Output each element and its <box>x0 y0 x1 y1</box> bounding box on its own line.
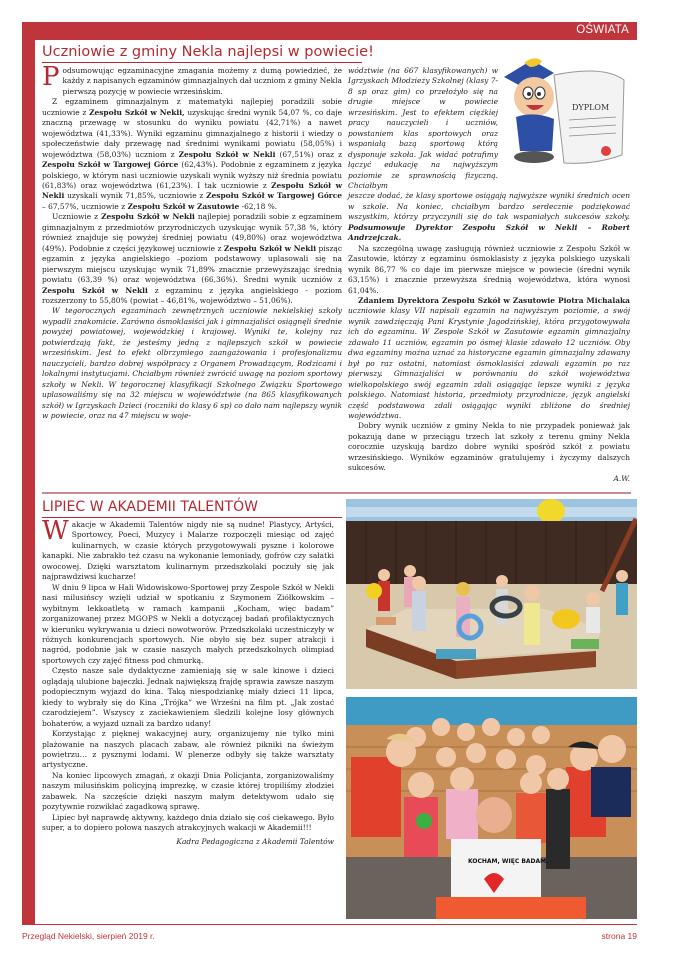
article-title-exams: Uczniowie z gminy Nekla najlepsi w powiecie! <box>42 44 362 63</box>
paragraph-closing: Lipiec był naprawdę aktywny, każdego dnia działo się coś ciekawego. Było super, a to dopiero połowa naszych atrakcyjnych wakacji w Akademii!!! <box>42 812 334 833</box>
paragraph-zasutowo: Na szczególną uwagę zasługują również uczniowie z Zespołu Szkół w Zasutowie, którzy z egzaminu ósmoklasisty z języka polskiego uzyskali wynik 86,77 % co daje im pierwsze miejsce w powiecie (średni wynik 63,15%) i znacznie przewyższa średnią województwa, która wynosi 61,04%. <box>348 243 630 295</box>
article-title-talents: LIPIEC W AKADEMII TALENTÓW <box>42 499 342 518</box>
paragraph-zasutowo-director: Zdaniem Dyrektora Zespołu Szkół w Zasutowie Piotra Michalaka uczniowie klasy VII napisali egzamin na najwyższym poziomie, a swój wynik zawdzięczają Pani Krystynie Jagodzińskiej, która przygotowywała ich do egzaminu. W Zespole Szkół w Zasutowie egzamin gimnazjalny zdawało 11 uczniów, egzamin po ósmej klasie zdawało 12 uczniów. Oby dwa egzaminy można uznać za historyczne egzamin gimnazjalny zdawany był po raz ostatni, natomiast ósmoklasiści zdawali egzamin po raz pierwszy. Gimnazjaliści w porównaniu do szkół województwa wielkopolskiego swój egzamin zdali osiągając lepsze wyniki z języka polskiego. Natomiast historia, przedmioty przyrodnicze, język angielski część podstawowa zdali osiągając wyniki zbliżone do średniej województwa. <box>348 295 630 420</box>
frame-bottom-rule <box>22 924 637 925</box>
paragraph-science: Uczniowie z Zespołu Szkół w Nekli najlepiej poradzili sobie z egzaminem gimnazjalnym z przedmiotów przyrodniczych uzyskując wynik 57,38 %, który również znajduje się powyżej średniej powiatu (49,80%) oraz województwa (49%). Podobnie z części językowej uczniowie z Zespołu Szkół w Nekli pisząc egzamin z języka angielskiego –poziom podstawowy uplasowali się na pierwszym miejscu uzyskując wynik 71,89% znacznie przewyższając średnią powiatu (63,39 %) oraz województwa (66,36%). Średni wynik uczniów z Zespołu Szkół w Nekli z egzaminu z języka angielskiego - poziom rozszerzony to 55,80% (powiat – 46,81%, województwo – 51,06%). <box>42 212 343 305</box>
paragraph-police-day: Na koniec lipcowych zmagań, z okazji Dnia Policjanta, zorganizowaliśmy naszym milusińskim policyjną imprezkę, w czasie której tropiliśmy złodziei zabawek. Na szczęście dzięki naszym małym detektywom udało się pozytywnie rozwikłać zagadkową sprawę. <box>42 770 334 812</box>
paragraph-cooking: Wakacje w Akademii Talentów nigdy nie są nudne! Plastycy, Artyści, Sportowcy, Poeci, Muzycy i Malarze rozpoczęli miesiąc od zajęć kulinarnych, w czasie których przygotowywali pyszne i kolorowe kanapki. Nie zabrakło też czasu na wykonanie lemoniady, gofrów czy sałatki owocowej. Dzięki warsztatom kulinarnym przedszkolaki poczuły się jak najprawdziwsi kucharze! <box>42 516 334 582</box>
paragraph-sports-meeting: W dniu 9 lipca w Hali Widowiskowo-Sportowej przy Zespole Szkół w Nekli nasi milusińscy wzięli udział w spotkaniu z Szymonem Ziółkowskim – wybitnym lekkoatletą w ramach kampanii „Kocham, więc badam” zorganizowanej przez MGOPS w Nekli a dotyczącej badań profilaktycznych w kierunku wykrywania u dzieci nowotworów. Przedszkolaki uczestniczyły w różnych konkurencjach sportowych. Nie obyło się bez super atrakcji i nagród, podobnie jak w czasie naszych małych przedszkolnych olimpiad sportowych czy zajęć fitness pod chmurką. <box>42 582 334 665</box>
dropcap: P <box>42 62 60 92</box>
paragraph-summary: Dobry wynik uczniów z gminy Nekla to nie przypadek ponieważ jak pokazują dane w przeciągu trzech lat szkoły z terenu gminy Nekla corocznie uzyskują bardzo dobre wyniki spośród szkół z powiatu wrzesińskiego. Wyników egzaminów gratulujemy i życzymy dalszych sukcesów. <box>348 421 630 473</box>
photo-sandbox-playground <box>346 499 637 689</box>
paragraph-math: Z egzaminem gimnazjalnym z matematyki najlepiej poradzili sobie uczniowie z Zespołu Szkół w Nekli, uzyskując średni wynik 54,07 %, co daje znaczną przewagę w stosunku do wyniku powiatu (42,71%) a nawet województwa (41,33%). Wyniki egzaminu gimnazjalnego z historii i wiedzy o społeczeństwie dały przewagę nad średnimi wynikami powiatu (58,05%) i województwa (58,03%) uczniom z Zespołu Szkół w Nekli (67,51%) oraz z Zespołu Szkół w Targowej Górce (62,43%). Podobnie z egzaminem z języka polskiego, w którym nasi uczniowie uzyskali wynik wyższy niż średnia powiatu (61,83%) oraz województwa (61,23%). I tak uczniowie z Zespołu Szkół w Nekli uzyskali wynik 71,85%, uczniowie z Zespołu Szkół w Targowej Górce – 67,57%, uczniowie z Zespołu Szkół w Zasutowie -62,18 %. <box>42 97 343 211</box>
article-author: A.W. <box>613 473 630 483</box>
article-author: Kadra Pedagogiczna z Akademii Talentów <box>176 836 334 846</box>
shirt-slogan: KOCHAM, WIĘC BADAM. <box>468 858 549 865</box>
section-divider <box>42 492 631 494</box>
left-accent-stripe <box>22 22 35 925</box>
dropcap: W <box>42 516 69 546</box>
section-label: OŚWIATA <box>576 24 629 36</box>
article-exams-column-1 <box>42 62 343 421</box>
photo-group-kids-campaign <box>346 697 637 919</box>
paragraph-cinema: Często nasze sale dydaktyczne zamieniają się w sale kinowe i dzieci oglądają ulubione bajeczki. Jednak największą frajdę sprawia zawsze naszym podopiecznym wyjazd do kina. Taką niespodziankę miały dzieci 11 lipca, kiedy to wybrały się do Kina „Trójka” we Wrześni na film pt. „Jak zostać czarodziejem”. Wszyscy z zaciekawieniem śledzili kolejne losy głównych bohaterów, a wyjazd uznali za bardzo udany! <box>42 666 334 728</box>
director-signoff: Podsumowuje Dyrektor Zespołu Szkół w Nekli – Robert Andrzejczak. <box>348 222 630 243</box>
footer-page-number: strona 19 <box>601 931 637 941</box>
article-talents-column <box>42 516 334 847</box>
article-exams-column-2 <box>348 66 630 484</box>
diploma-label: DYPLOM <box>572 103 610 112</box>
paragraph-sports-end: jeszcze dodać, że klasy sportowe osiągają najwyższe wyniki średnich ocen w szkole. Na koniec, chciałbym bardzo serdecznie podziękować wszystkim, którzy przyczynili się do tak wspaniałych sukcesów szkoły. Podsumowuje Dyrektor Zespołu Szkół w Nekli – Robert Andrzejczak. <box>348 191 630 243</box>
paragraph-picnic: Korzystając z pięknej wakacyjnej aury, organizujemy nie tylko mini plażowanie na naszych placach zabaw, ale również pikniki na świeżym powietrzu… z pysznymi lodami. W plenerze odbyły się także warsztaty artystyczne. <box>42 729 334 770</box>
paragraph-director-quote: W tegorocznych egzaminach zewnętrznych uczniowie nekielskiej szkoły wypadli znakomicie. Zarówno ósmoklasiści jak i gimnazjaliści osiągnęli średnie powyżej powiatowej, wojewódzkiej i krajowej. Wyniki te, kolejny raz potwierdzają fakt, że jesteśmy jedną z najlepszych szkół w powiecie wrzesińskim. Jest to efekt olbrzymiego zaangażowania i profesjonalizmu nauczycieli, bardzo dobrej współpracy z Organem Prowadzącym, Rodzicami i lokalnymi instytucjami. Chciałbym również zwrócić uwagę na poziom sportowy szkoły w Nekli. W tegorocznej klasyfikacji Szkolnego Związku Sportowego uplasowaliśmy się na 32 miejscu w województwie (na 865 klasyfikowanych szkół) w Igrzyskach Dzieci (roczniki do klasy 6 sp) co dało nam najlepszy wynik w powiecie, oraz na 47 miejscu w woje- <box>42 306 342 420</box>
footer-publication: Przegląd Nekielski, sierpień 2019 r. <box>22 931 155 941</box>
paragraph-intro: Podsumowując egzaminacyjne zmagania możemy z dumą powiedzieć, że każdy z napisanych egzaminów gimnazjalnych dał uczniom z gminy Nekla pierwszą pozycję w powiecie wrzesińskim. <box>42 62 342 96</box>
section-header-bar <box>22 22 637 40</box>
paragraph-sports-cont: wództwie (na 667 klasyfikowanych) w Igrzyskach Młodzieży Szkolnej (klasy 7-8 sp oraz gim) co przełożyło się na drugie miejsce w powiecie wrzesińskim. Jest to efektem ciężkiej pracy nauczycieli i uczniów, powstaniem klas sportowych oraz wspaniałą bazą sportową którą dysponuje szkoła. Jak widać potrafimy łączyć edukację na najwyższym poziomie ze sprawnością fizyczną. Chciałbym <box>348 66 498 190</box>
